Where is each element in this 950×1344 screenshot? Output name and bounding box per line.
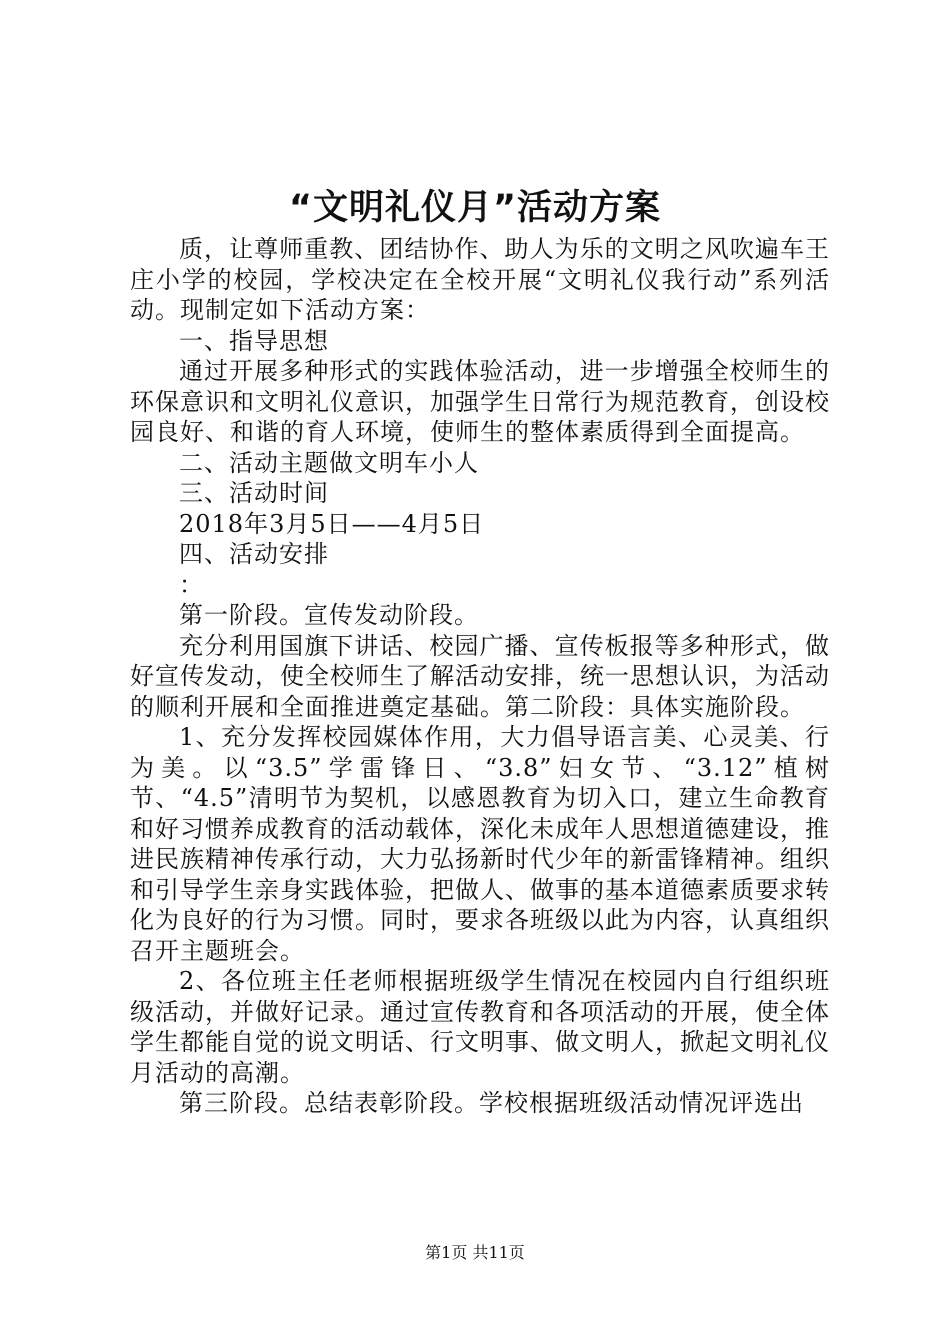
paragraph-intro: 质，让尊师重教、团结协作、助人为乐的文明之风吹遍车王庄小学的校园，学校决定在全校开展“文明礼仪我行动”系列活动。现制定如下活动方案： (130, 235, 830, 324)
page-footer: 第1页 共11页 (425, 1243, 525, 1262)
heading-activity-arrangement: 四、活动安排 (179, 540, 329, 568)
paragraph-item-2: 2、各位班主任老师根据班级学生情况在校园内自行组织班级活动，并做好记录。通过宣传教育和各项活动的开展，使全体学生都能自觉的说文明话、行文明事、做文明人，掀起文明礼仪月活动的高潮。 (130, 967, 830, 1087)
heading-guiding-ideology: 一、指导思想 (179, 326, 329, 355)
paragraph-activity-dates: 2018年3月5日——4月5日 (179, 509, 485, 538)
document-body (130, 234, 830, 1119)
heading-stage-one: 第一阶段。宣传发动阶段。 (179, 601, 479, 629)
paragraph-item-1: 1、充分发挥校园媒体作用，大力倡导语言美、心灵美、行为美。以“3.5”学雷锋日、“3.8”妇女节、“3.12”植树节、“4.5”清明节为契机，以感恩教育为切入口，建立生命教育和好习惯养成教育的活动载体，深化未成年人思想道德建设，推进民族精神传承行动，大力弘扬新时代少年的新雷锋精神。组织和引导学生亲身实践体验，把做人、做事的基本道德素质要求转化为良好的行为习惯。同时，要求各班级以此为内容，认真组织召开主题班会。 (130, 723, 830, 965)
paragraph-stage-three: 第三阶段。总结表彰阶段。学校根据班级活动情况评选出 (179, 1089, 804, 1117)
heading-activity-time: 三、活动时间 (179, 479, 329, 507)
document-title: “文明礼仪月”活动方案 (288, 188, 661, 228)
heading-activity-theme: 二、活动主题做文明车小人 (179, 448, 479, 477)
paragraph-stage-one: 充分利用国旗下讲话、校园广播、宣传板报等多种形式，做好宣传发动，使全校师生了解活动安排，统一思想认识，为活动的顺利开展和全面推进奠定基础。第二阶段：具体实施阶段。 (130, 631, 830, 721)
paragraph-guiding-ideology: 通过开展多种形式的实践体验活动，进一步增强全校师生的环保意识和文明礼仪意识，加强学生日常行为规范教育，创设校园良好、和谐的育人环境，使师生的整体素质得到全面提高。 (130, 357, 830, 446)
paragraph-colon: ： (179, 570, 204, 599)
